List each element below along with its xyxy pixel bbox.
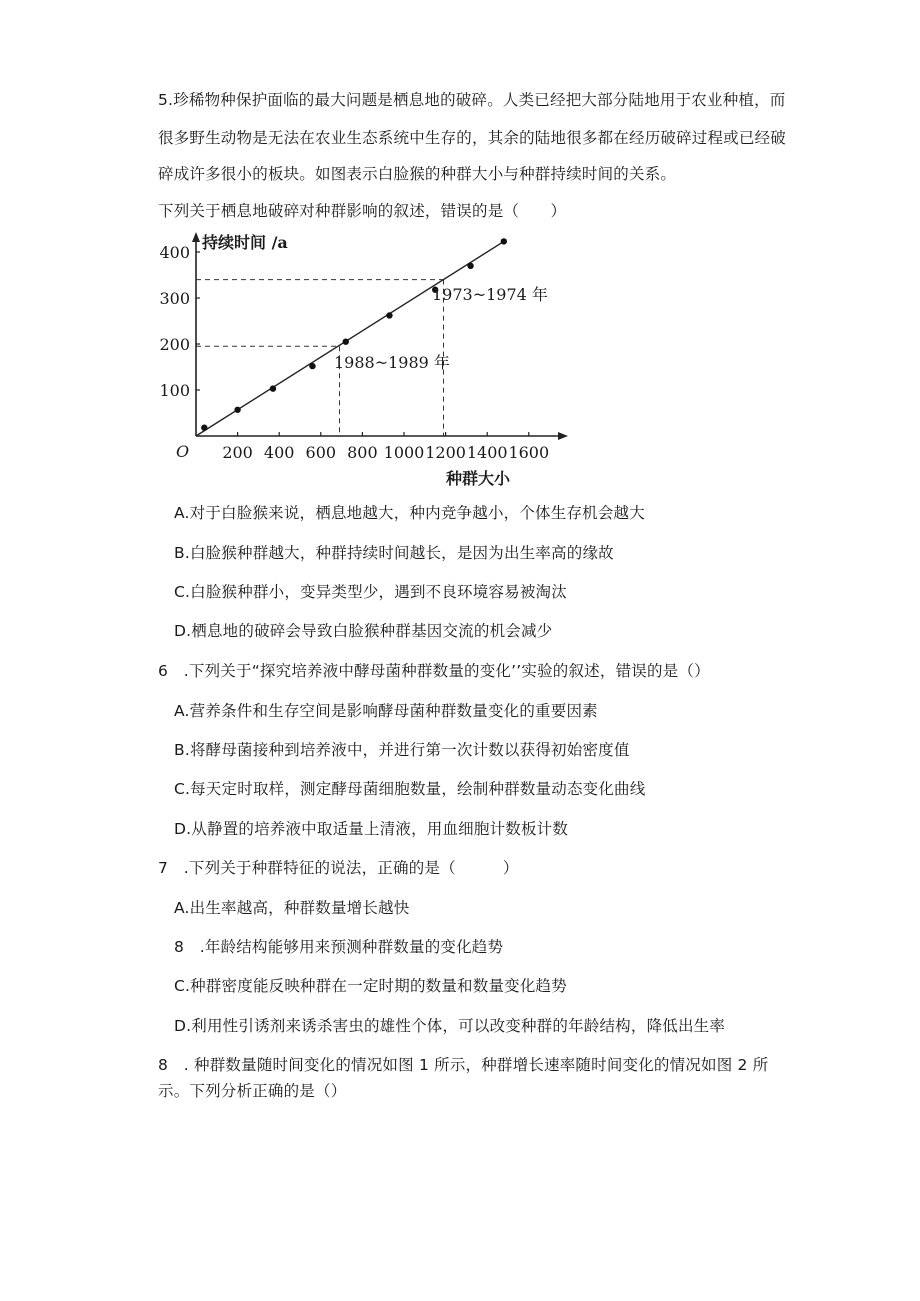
origin-label: O bbox=[176, 442, 190, 461]
q5-stem-line-3: 碎成许多很小的板块。如图表示白脸猴的种群大小与种群持续时间的关系。 bbox=[158, 165, 677, 183]
q5-option-c: C.白脸猴种群小，变异类型少，遇到不良环境容易被淘汰 bbox=[174, 583, 567, 601]
x-axis-label: 种群大小 bbox=[446, 469, 511, 488]
data-point bbox=[343, 339, 349, 345]
q6-option-c: C.每天定时取样，测定酵母菌细胞数量，绘制种群数量动态变化曲线 bbox=[174, 780, 646, 798]
x-tick-label: 200 bbox=[222, 443, 253, 462]
x-tick-label: 400 bbox=[263, 443, 295, 462]
annotation-1988: 1988~1989 年 bbox=[334, 353, 450, 372]
data-point bbox=[309, 363, 315, 369]
y-axis-arrow bbox=[192, 232, 200, 242]
x-tick-label: 800 bbox=[347, 443, 378, 462]
y-axis-label: 持续时间 /a bbox=[202, 233, 288, 252]
data-point bbox=[270, 385, 276, 391]
q5-question-line: 下列关于栖息地破碎对种群影响的叙述，错误的是（ ） bbox=[158, 202, 567, 220]
q6-stem: 6 .下列关于“探究培养液中酵母菌种群数量的变化’’实验的叙述，错误的是（） bbox=[158, 662, 710, 680]
q7-option-c: C.种群密度能反映种群在一定时期的数量和数量变化趋势 bbox=[174, 977, 567, 995]
x-tick-label: 1200 bbox=[425, 443, 466, 462]
data-point bbox=[201, 425, 207, 431]
q7-option-a: A.出生率越高，种群数量增长越快 bbox=[174, 899, 410, 917]
q8-stem-line-1: 8 . 种群数量随时间变化的情况如图 1 所示，种群增长速率随时间变化的情况如图 2 所 bbox=[158, 1056, 769, 1074]
annotation-1973: 1973~1974 年 bbox=[432, 285, 548, 304]
data-point bbox=[234, 407, 240, 413]
x-tick-label: 1600 bbox=[508, 443, 550, 462]
q5-option-a: A.对于白脸猴来说，栖息地越大，种内竞争越小，个体生存机会越大 bbox=[174, 504, 645, 522]
x-tick-label: 600 bbox=[305, 443, 337, 462]
q6-option-a: A.营养条件和生存空间是影响酵母菌种群数量变化的重要因素 bbox=[174, 702, 598, 720]
data-point bbox=[467, 263, 473, 269]
q5-stem-line-2: 很多野生动物是无法在农业生态系统中生存的，其余的陆地很多都在经历破碎过程或已经破 bbox=[158, 129, 787, 147]
q8-stem-line-2: 示。下列分析正确的是（） bbox=[158, 1082, 347, 1100]
population-duration-chart bbox=[159, 228, 580, 490]
q7-option-b: 8 .年龄结构能够用来预测种群数量的变化趋势 bbox=[174, 938, 504, 956]
chart-line-group bbox=[196, 241, 504, 436]
q5-stem-line-1: 5.珍稀物种保护面临的最大问题是栖息地的破碎。人类已经把大部分陆地用于农业种植，而 bbox=[158, 91, 786, 109]
y-tick-label: 100 bbox=[159, 381, 190, 400]
q5-option-b: B.白脸猴种群越大，种群持续时间越长，是因为出生率高的缘故 bbox=[174, 544, 614, 562]
q7-stem: 7 .下列关于种群特征的说法，正确的是（ ） bbox=[158, 859, 519, 877]
x-axis-arrow bbox=[558, 432, 568, 440]
x-tick-label: 1000 bbox=[383, 443, 425, 462]
chart-axes bbox=[192, 232, 568, 440]
q6-option-d: D.从静置的培养液中取适量上清液，用血细胞计数板计数 bbox=[174, 820, 569, 838]
y-tick-label: 400 bbox=[159, 243, 190, 262]
q7-option-d: D.利用性引诱剂来诱杀害虫的雄性个体，可以改变种群的年龄结构，降低出生率 bbox=[174, 1017, 726, 1035]
y-tick-label: 200 bbox=[159, 335, 190, 354]
data-point bbox=[386, 312, 392, 318]
fit-line bbox=[196, 241, 504, 436]
q6-option-b: B.将酵母菌接种到培养液中，并进行第一次计数以获得初始密度值 bbox=[174, 741, 630, 759]
x-tick-label: 1400 bbox=[466, 443, 508, 462]
y-tick-label: 300 bbox=[159, 289, 190, 308]
chart-points bbox=[201, 238, 507, 431]
data-point bbox=[501, 238, 507, 244]
q5-option-d: D.栖息地的破碎会导致白脸猴种群基因交流的机会减少 bbox=[174, 622, 553, 640]
